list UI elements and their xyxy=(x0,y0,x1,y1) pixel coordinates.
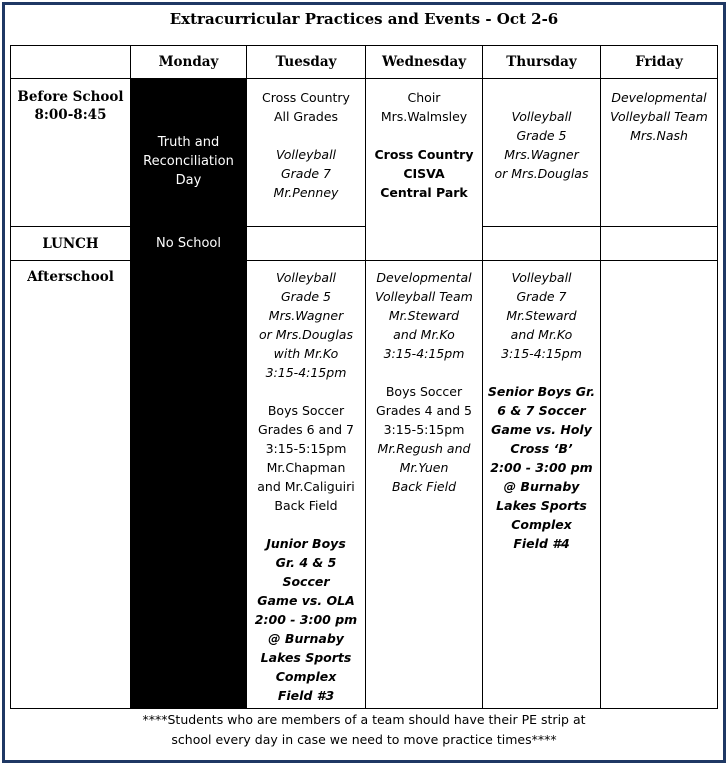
thursday-lunch-cell xyxy=(483,227,601,261)
footer-note: ****Students who are members of a team should have their PE strip at school every day in case we need to move practice times**** xyxy=(142,712,586,747)
wednesday-afterschool-cell: Developmental Volleyball Team Mr.Steward and Mr.Ko 3:15-4:15pm Boys Soccer Grades 4 and 5 3:15-5:15pm Mr.Regush and Mr.Yuen Back Field xyxy=(366,261,483,709)
tuesday-afterschool-cell: Volleyball Grade 5 Mrs.Wagner or Mrs.Douglas with Mr.Ko 3:15-4:15pm Boys Soccer Grades 6 and 7 3:15-5:15pm Mr.Chapman and Mr.Caliguiri Back Field Junior Boys Gr. 4 & 5 Soccer Game vs. OLA 2:00 - 3:00 pm @ Burnaby Lakes Sports Complex Field #3 xyxy=(247,261,366,709)
day-header-monday: Monday xyxy=(131,46,247,79)
day-header-friday: Friday xyxy=(601,46,718,79)
row-label-afterschool: Afterschool xyxy=(11,261,131,709)
day-header-tuesday: Tuesday xyxy=(247,46,366,79)
day-header-wednesday: Wednesday xyxy=(366,46,483,79)
schedule-frame xyxy=(2,2,726,763)
tuesday-before-cell: Cross Country All Grades Volleyball Grade 7 Mr.Penney xyxy=(247,79,366,227)
monday-afterschool-cell xyxy=(131,261,247,709)
thursday-before-cell: Volleyball Grade 5 Mrs.Wagner or Mrs.Douglas xyxy=(483,79,601,227)
tuesday-lunch-cell xyxy=(247,227,366,261)
friday-afterschool-cell xyxy=(601,261,718,709)
row-label-before-school: Before School 8:00-8:45 xyxy=(11,79,131,227)
thursday-afterschool-cell: Volleyball Grade 7 Mr.Steward and Mr.Ko 3:15-4:15pm Senior Boys Gr. 6 & 7 Soccer Game vs. Holy Cross ‘B’ 2:00 - 3:00 pm @ Burnaby Lakes Sports Complex Field #4 xyxy=(483,261,601,709)
afterschool-row xyxy=(11,261,718,709)
before-school-row xyxy=(11,79,718,227)
monday-before-cell: Truth and Reconciliation Day xyxy=(131,79,247,227)
schedule-table xyxy=(10,45,718,709)
monday-lunch-cell: No School xyxy=(131,227,247,261)
day-header-thursday: Thursday xyxy=(483,46,601,79)
friday-before-cell: Developmental Volleyball Team Mrs.Nash xyxy=(601,79,718,227)
row-label-lunch: LUNCH xyxy=(11,227,131,261)
friday-lunch-cell xyxy=(601,227,718,261)
lunch-row xyxy=(11,227,718,261)
corner-cell xyxy=(11,46,131,79)
wednesday-before-cell: Choir Mrs.Walmsley Cross Country CISVA Central Park xyxy=(366,79,483,261)
header-row xyxy=(11,46,718,79)
page-title: Extracurricular Practices and Events - Oct 2-6 xyxy=(169,10,559,28)
